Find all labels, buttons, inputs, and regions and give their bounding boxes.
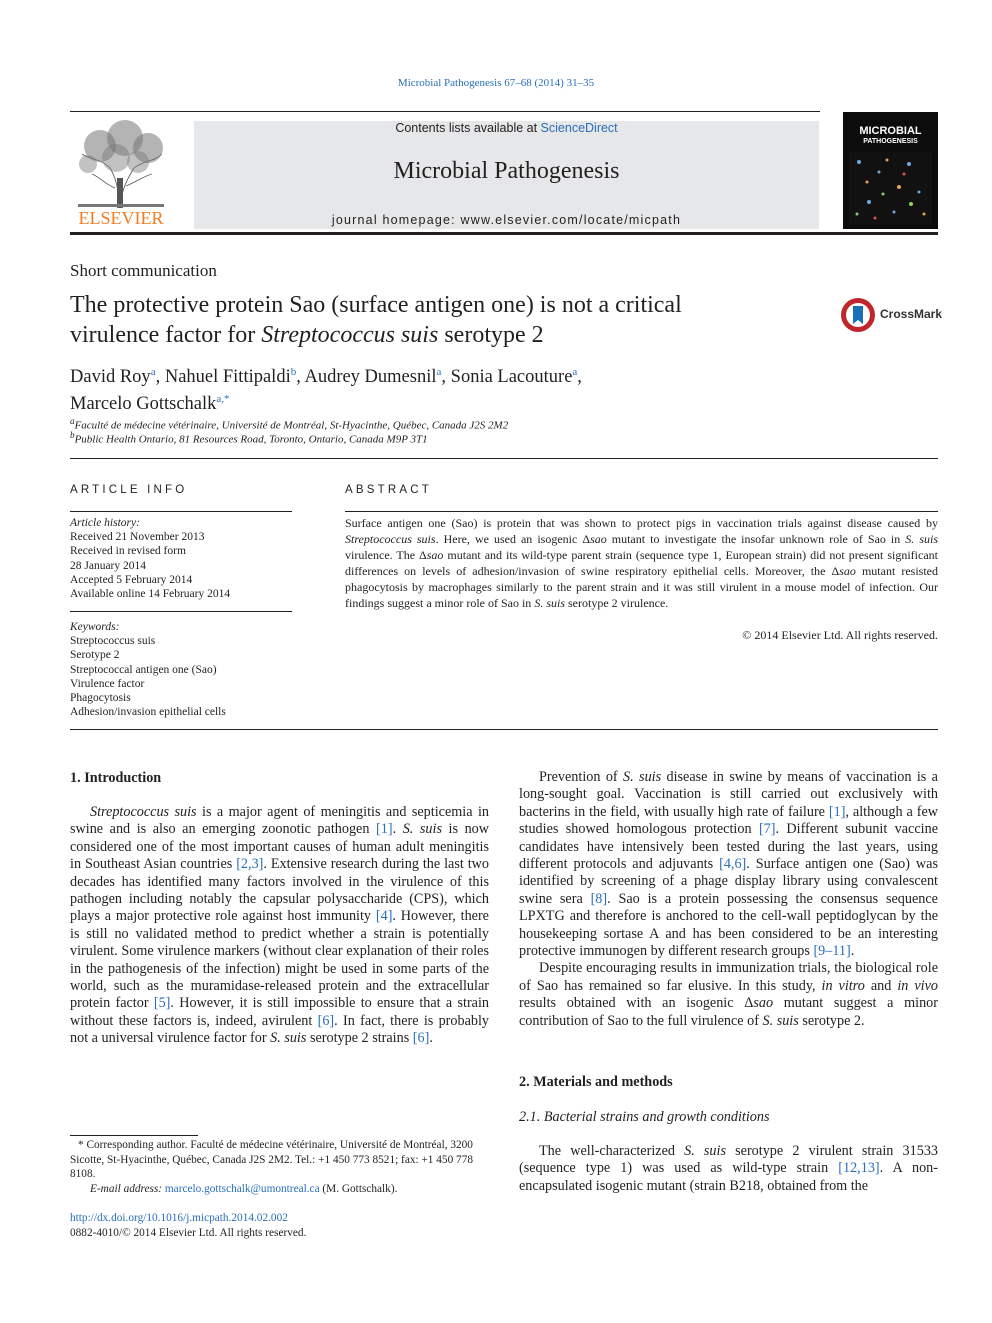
author-affil-mark[interactable]: a xyxy=(436,366,442,378)
intro-paragraph-right: Prevention of S. suis disease in swine by means of vaccination is a long-sought goal. Vaccination is still carried out exclusively with bacterins in the field, with usually high rate of failure [1], although a few studies showed homologous protection [7]. Different subunit vaccine candidates have intensively been tested during the last years, using different protocols and adjuvants [4,6]. Surface antigen one (Sao) was identified by screening of a phage display library using convalescent swine sera [8]. Sao is a protein possessing the consensus sequence LPXTG and therefore is anchored to the cell-wall peptidoglycan by the housekeeping sortase A and has been considered to be an interesting protective immunogen by different research groups [9–11]. Despite encouraging results in immunization trials, the biological role of Sao has remained so far elusive. In this study, in vitro and in vivo results obtained with an isogenic Δsao mutant suggest a minor contribution of Sao to the full virulence of S. suis serotype 2. xyxy=(519,769,938,1029)
article-info-heading: ARTICLE INFO xyxy=(70,484,188,496)
email-line xyxy=(70,1182,489,1197)
email-suffix: (M. Gottschalk). xyxy=(319,1182,398,1195)
title-line-2-post: serotype 2 xyxy=(438,322,544,348)
journal-name[interactable]: Microbial Pathogenesis xyxy=(393,158,620,184)
article-history xyxy=(70,516,300,601)
sciencedirect-link[interactable]: ScienceDirect xyxy=(540,121,618,135)
article-title xyxy=(70,290,810,350)
header-bottom-rule xyxy=(70,232,938,235)
elsevier-logo[interactable] xyxy=(70,118,172,228)
affil-mark: b xyxy=(70,430,75,440)
subsection-heading: 2.1. Bacterial strains and growth conditions xyxy=(519,1109,770,1125)
footnote xyxy=(70,1138,489,1196)
affil-mark: a xyxy=(70,416,75,426)
journal-homepage xyxy=(194,213,819,227)
methods-paragraph: The well-characterized S. suis serotype 2 virulent strain 31533 (sequence type 1) was used as wild-type strain [12,13]. A non-encapsulated isogenic mutant (strain B218, obtained from the xyxy=(519,1143,939,1194)
keywords-label: Keywords: xyxy=(70,621,120,633)
title-line-2-pre: virulence factor for xyxy=(70,322,262,348)
cover-title-1: MICROBIAL xyxy=(859,125,922,137)
doi-link[interactable]: http://dx.doi.org/10.1016/j.micpath.2014.02.002 xyxy=(70,1212,288,1224)
footnote-rule xyxy=(70,1135,198,1136)
affil-text: Faculté de médecine vétérinaire, Université de Montréal, St-Hyacinthe, Québec, Canada J2S 2M2 xyxy=(74,419,509,432)
author-name[interactable]: Nahuel Fittipaldi xyxy=(164,367,291,388)
author-name[interactable]: Audrey Dumesnil xyxy=(304,367,437,388)
contents-prefix: Contents lists available at xyxy=(395,121,541,135)
keyword[interactable]: Virulence factor xyxy=(70,677,145,690)
keyword[interactable]: Phagocytosis xyxy=(70,692,131,705)
keywords xyxy=(70,620,300,719)
crossmark-badge[interactable] xyxy=(840,296,943,334)
issn-line: 0882-4010/© 2014 Elsevier Ltd. All rights reserved. xyxy=(70,1226,307,1239)
elsevier-wordmark: ELSEVIER xyxy=(78,208,164,228)
crossmark-icon xyxy=(840,296,876,334)
history-line: 28 January 2014 xyxy=(70,559,147,572)
cover-image xyxy=(849,152,932,224)
doi-block xyxy=(70,1211,489,1240)
divider xyxy=(345,511,938,512)
affil-text: Public Health Ontario, 81 Resources Road, Toronto, Ontario, Canada M9P 3T1 xyxy=(74,433,428,446)
divider xyxy=(70,611,292,612)
author-affil-mark[interactable]: a xyxy=(150,366,156,378)
author-name[interactable]: David Roy xyxy=(70,367,151,388)
journal-cover-thumbnail[interactable] xyxy=(843,112,938,229)
history-line: Received 21 November 2013 xyxy=(70,531,205,544)
affiliation-b xyxy=(70,430,428,446)
copyright: © 2014 Elsevier Ltd. All rights reserved. xyxy=(742,628,938,642)
cover-title-2: PATHOGENESIS xyxy=(863,138,918,145)
author-affil-mark[interactable]: b xyxy=(290,366,297,378)
crossmark-label: CrossMark xyxy=(880,307,943,321)
section-heading: 2. Materials and methods xyxy=(519,1074,673,1090)
email-label: E-mail address: xyxy=(90,1182,165,1195)
author-list: David Roy$^a$, Nahuel Fittipaldi$^b$, Audrey Dumesnil$^a$, Sonia Lacouture$^a$, Marcelo Gottschalk$^{a,*}$ xyxy=(70,366,582,415)
article-type: Short communication xyxy=(70,261,217,280)
corresponding-author-note: * Corresponding author. Faculté de médecine vétérinaire, Université de Montréal, 3200 Sicotte, St-Hyacinthe, Québec, Canada J2S 2M2. Tel.: +1 450 773 8521; fax: +1 450 778 8108. xyxy=(70,1139,473,1180)
keyword[interactable]: Serotype 2 xyxy=(70,649,120,662)
journal-citation[interactable]: Microbial Pathogenesis 67–68 (2014) 31–35 xyxy=(397,77,595,89)
section-heading: 1. Introduction xyxy=(70,770,162,786)
title-line-2-italic: Streptococcus suis xyxy=(261,322,439,348)
abstract-text: Surface antigen one (Sao) is protein that was shown to protect pigs in vaccination trials against disease caused by Streptococcus suis. Here, we used an isogenic Δsao mutant to investigate the insofar unknown role of Sao in S. suis virulence. The Δsao mutant and its wild-type parent strain (sequence type 1, European strain) did not present significant differences on levels of adhesion/invasion of swine respiratory epithelial cells. Moreover, the Δsao mutant resisted phagocytosis by macrophages similarly to the parent strain and it was still virulent in a mouse model of infection. Our findings suggest a minor role of Sao in S. suis serotype 2 virulence. xyxy=(345,516,939,610)
email-link[interactable]: marcelo.gottschalk@umontreal.ca xyxy=(164,1182,320,1195)
abstract-heading: ABSTRACT xyxy=(345,484,432,496)
history-line: Available online 14 February 2014 xyxy=(70,588,231,601)
contents-line xyxy=(194,121,819,135)
divider xyxy=(70,458,938,459)
intro-paragraph: Streptococcus suis is a major agent of meningitis and septicemia in swine and is also an emerging zoonotic pathogen [1]. S. suis is now considered one of the most important causes of human adult meningitis in Southeast Asian countries [2,3]. Extensive research during the last two decades has identified many factors involved in the virulence of this pathogen including notably the capsular polysaccharide (CPS), which plays a major protective role against host immunity [4]. However, there is still no validated method to predict whether a strain is potentially virulent. Some virulence markers (without clear explanation of their roles in the pathogenesis of the infection) might be used in some parts of the world, such as the muramidase-released protein and the extracellular protein factor [5]. However, it is still impossible to ensure that a strain without these factors is, indeed, avirulent [6]. In fact, there is probably not a universal virulence factor for S. suis serotype 2 strains [6]. xyxy=(70,804,490,1047)
history-line: Received in revised form xyxy=(70,545,186,558)
history-label: Article history: xyxy=(70,517,140,529)
homepage-url[interactable]: www.elsevier.com/locate/micpath xyxy=(460,213,682,227)
keyword[interactable]: Adhesion/invasion epithelial cells xyxy=(70,706,226,719)
homepage-prefix: journal homepage: xyxy=(331,213,461,227)
divider xyxy=(70,511,292,512)
history-line: Accepted 5 February 2014 xyxy=(70,573,193,586)
author-name[interactable]: Sonia Lacouture xyxy=(450,367,573,388)
divider xyxy=(70,729,938,730)
header-top-rule xyxy=(70,111,820,112)
title-line-1: The protective protein Sao (surface antigen one) is not a critical xyxy=(70,292,682,318)
author-affil-mark[interactable]: a,* xyxy=(216,393,230,406)
author-name[interactable]: Marcelo Gottschalk xyxy=(70,394,217,415)
keyword[interactable]: Streptococcal antigen one (Sao) xyxy=(70,663,217,676)
keyword[interactable]: Streptococcus suis xyxy=(70,635,156,648)
author-affil-mark[interactable]: a xyxy=(572,366,578,378)
